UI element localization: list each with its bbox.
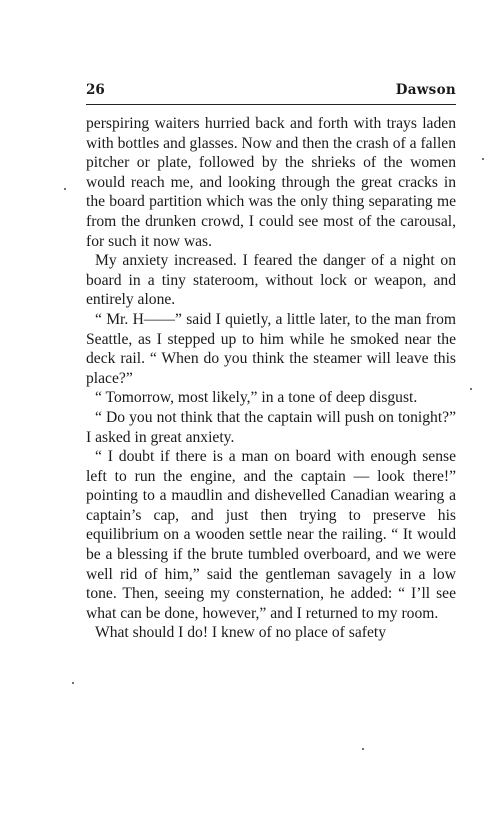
scan-speck xyxy=(362,748,364,750)
running-title: Dawson xyxy=(395,82,456,98)
running-head xyxy=(86,82,456,102)
paragraph-1: perspiring waiters hurried back and forth with trays laden with bottles and glasses. Now and then the crash of a fallen pitcher or plate, followed by the shrieks of the women would reach me, and looking through the great cracks in the board partition which was the only thing separating me from the drunken crowd, I could see most of the carousal, for such it now was. xyxy=(86,115,456,250)
scan-speck xyxy=(64,188,66,190)
paragraph-7: What should I do! I knew of no place of safety xyxy=(95,624,386,642)
page-number: 26 xyxy=(86,82,105,98)
paragraph-3: “ Mr. H——” said I quietly, a little later, to the man from Seattle, as I stepped up to him while he smoked near the deck rail. “ When do you think the steamer will leave this place?” xyxy=(86,310,456,387)
paragraph-6: “ I doubt if there is a man on board with enough sense left to run the engine, and the captain — look there!” pointing to a maudlin and dishevelled Canadian wearing a captain’s cap, and just then trying to preserve his equilibrium on a wooden settle near the railing. “ It would be a blessing if the brute tumbled overboard, and we were well rid of him,” said the gentleman savagely in a low tone. Then, seeing my consternation, he added: “ I’ll see what can be done, however,” and I returned to my room. xyxy=(86,448,456,622)
scan-speck xyxy=(72,682,74,684)
scan-speck xyxy=(482,158,484,160)
paragraph-2: My anxiety increased. I feared the danger of a night on board in a tiny stateroom, without lock or weapon, and entirely alone. xyxy=(86,252,456,309)
book-page xyxy=(86,82,456,643)
body-text xyxy=(86,114,456,643)
scan-speck xyxy=(470,388,472,390)
header-rule xyxy=(86,104,456,105)
paragraph-5: “ Do you not think that the captain will push on tonight?” I asked in great anxiety. xyxy=(86,408,456,446)
paragraph-4: “ Tomorrow, most likely,” in a tone of deep disgust. xyxy=(95,389,418,407)
